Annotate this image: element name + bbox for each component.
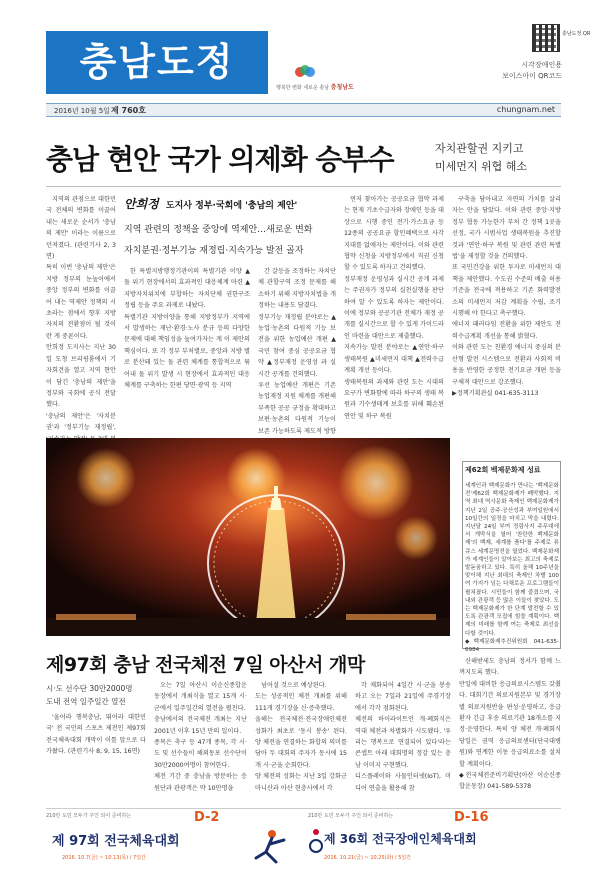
ad-dates: 2016. 10.7(금) ~ 10.13(목) / 7일간: [62, 855, 146, 861]
second-column-1-text: '울어라 행복충남, 뛰어라 대한민국' 전 국민의 스포츠 제전인 제97회 전국체육대회 개막이 이틀 앞으로 다가왔다. (관련기사 8, 9, 15, 16면): [46, 714, 146, 756]
lead-column-2-text: 한 특별지방행정기관이의 특별기관 이양 ▲돌 위기 현장에서의 효과적인 대응체계 마련 ▲지방자치위치에 부합하는 자치단체 권한구조 정립 등을 주요 과제로 내놨다. 특별기관 지방이양을 통해 지방정부가 지역에서 발생하는 재난·환경·노사 분규 등의 다양한 문제에 대해 책임성을 높여가자는 게 이 제안의 핵심이다. 또 각 정부 부처별로, 중앙과 지방 별로 분산돼 있는 돌 관련 체계를 통합적으로 묶어내 돌 위기 발생 시 현장에서 효과적인 대응 체계를 구축하는 한편 당면·광역 등 지역: [124, 268, 250, 390]
website-link[interactable]: chungnam.net: [496, 105, 555, 114]
province-name: 충청남도: [330, 84, 354, 91]
second-column-2-text: 오는 7일 아산시 이순신종합운동장에서 개최식을 열고 15개 시·군에서 일주일간의 열전을 펼친다. 충남에서의 전국체전 개최는 지난 2001년 이후 15년 만의 일이다. 종목은 축구 등 47개 종목, 각 시·도 및 선수들이 해외동포 선수단이 30만2000여명이 참여한다. 체전 기간 중 충남을 방문하는 응원단과 관광객은 약 10만명을: [154, 682, 247, 792]
lead-column-3-text: 간 갈등을 조정하는 자치단체 관할구역 조정 문제를 해소하기 위해 지방자치법을 개정하는 내용도 담겼다. 정부기능 재정립 분야로는 ▲농업·농촌의 다원적 기능 보전을 위한 농업예산 개편 ▲국민 참여 중심 공공요금 협약 ▲정부재정 운영성 과 실시간 공개를 건의했다. 우선 농업예산 개편은 기존 농업재정 지원 체계를 개편해 부족한 공공 규정을 확대하고 보편·농촌의 다원적 기능이 보존 가능하도록 제도적 방향: [258, 268, 336, 435]
province-logo-icon: [294, 64, 316, 80]
ad-dday: D-16: [454, 810, 489, 825]
lead-column-4: [344, 194, 444, 430]
wheelchair-athlete-icon: [310, 828, 322, 854]
ad-tagline: 210만 도민 모두가 주인 되어 준비하는: [46, 813, 132, 819]
second-column-5-text: 신해받세도 충남의 정서가 함께 느껴지도록 했다. 만일에 대비한 응급의료시스템도 갖췄다. 대회기간 의료지원본부 및 경기장별 의료지원반을 편성·운영하고, 응급 환자 긴급 후송 의료기관 18개소를 지정·운영한다. 특히 양 체전 개·폐회식 당일은 권역 응급의료센터(단국대병원)와 연계한 이동 응급의료소를 설치할 계획이다. ◆전국체전준비기획단(아산 이순신종합운동장) 041-589-5378: [459, 658, 561, 791]
dateline-bar: [46, 103, 561, 117]
lead-summary-2: 자치분권·정부기능 재정립·지속가능 발전 골자: [124, 246, 304, 256]
athlete-icon: [242, 828, 298, 868]
issue-number: 제 760호: [111, 106, 146, 115]
voice-qr-guide: 시각장애인용 보이스아이 QR코드: [502, 61, 562, 80]
lead-summary-1: 지역 관련의 정책을 중앙에 역제안…새로운 변화: [124, 225, 313, 235]
lead-column-5-text: 구축을 담아내고 자연의 가치를 살리자는 안을 담았다. 이와 관련 중앙·지방정부 협동 가능한가 부처 간 정책 1곳을 선정, 국가 시범사업 생태복원을 추진할 것과 '연안·하구 복원 및 관련 관련 특별법'을 제정할 것을 건의했다. 또 국민건강을 위한 투자로 미세먼지 대책을 제안했다. 수도권 수준의 배출 허용 기준을 전국에 적용하고 기존 화력발전소의 미세먼지 저감 계획을 수립, 조기 시행해 야 한다고 촉구했다. 에너지 패러다임 전환을 위한 제안도 전력수급계획 개선을 통해 밝혔다. 이와 관련 도는 친환경 에너지 중심의 분산형 발전 시스템으로 전환과 사회적 비용을 반영한 공정한 전기요금 개편 등을 구체적 대안으로 강조했다. ▶정책기획관실 041-635-3113: [452, 196, 561, 397]
lead-column-1-text: 지역의 관점으로 대한민국 전체의 변화를 이끌어내는 새로운 순서가 '충남의 제안' 이라는 이름으로 던져졌다. (관련기사 2, 3면) 특히 이번 '충남의 제안'은 지방 정부의 눈높이에서 중앙 정부의 변화를 이끌어 내는 역제안 정책의 시초라는 점에서 향후 지방자치의 전환점이 될 것이란 게 중론이다. 안희정 도지사는 지난 30일 도청 브리핑룸에서 기자회견을 열고 지역 현안이 담긴 '충남의 제안'을 정부와 국회에 공식 전달했다. '충남의 제안'은 '자치분권'과 '정부기능 재정립',: [46, 196, 116, 432]
lead-sub-headline: 자치관할권 지키고 미세먼지 위협 해소: [435, 142, 528, 173]
ad-title: 제 97회 전국체육대회: [52, 834, 180, 849]
province-tagline: [276, 82, 354, 91]
newspaper-title: 충남도정: [79, 40, 235, 84]
province-slogan: 행복한 변화 새로운 충남: [276, 85, 330, 91]
lead-column-1: [46, 194, 116, 430]
lead-column-2: [124, 266, 250, 430]
lead-column-5: [452, 194, 561, 456]
ad-tagline: 210만 도민 모두가 주인 되어 준비하는: [308, 813, 394, 819]
signature: 안희정: [124, 197, 159, 211]
second-headline: 제97회 충남 전국체전 7일 아산서 개막: [46, 654, 365, 676]
ad-dday: D-2: [194, 810, 220, 825]
second-column-3: [255, 680, 347, 804]
festival-fireworks-photo: [46, 438, 450, 636]
masthead-banner: [46, 31, 268, 94]
disabled-games-ad[interactable]: [308, 810, 561, 872]
second-deck: 시·도 선수단 30만2000명 도내 전역 일주일간 열전: [46, 684, 133, 706]
sidebar-text: 세계인과 백제문화가 만나는 '백제문화전'제62회 백제문화제가 폐막했다. 지역 최대 역사문화 축제인 백제문화제가 지난 2일 공주·공산성과 부여일원에서 10일간의 일정을 마치고 막을 내렸다. 지난달 24일 부여 정림사지 주무대에서 개막식을 열어 '찬란한 백제문화제'의 백제, 세계를 품다'를 주제로 류큐스 세계문명전을 열었다. 백제문화제가 세계인들이 알아보는 최고의 축제로 발돋움하고 있다. 특히 올해 10주년을 맞이해 지난 최대의 축제인 차별 100여 가지가 넘는 다채로운 프로그램들이 펼쳐졌다. 시민들이 함께 즐겼으며, 국내외 관광객 등 많은 이들이 찾았다. 도는 백제문화제가 한 단계 발전할 수 있도록 관광객 모집에 힘쓸 계획이다. 백제의 미래를 함께 여는 축제로 최선을 다할 것이다. ◆백제문화제추진위원회 041-635-6984: [465, 483, 559, 654]
lead-column-3: [258, 266, 336, 435]
second-column-1: [46, 712, 146, 804]
ad-dates: 2016. 10.21(금) ~ 10.25(화) / 5일간: [324, 855, 412, 861]
sidebar-title: 제62회 백제문화제 성료: [465, 466, 541, 474]
byline: [124, 195, 297, 212]
second-column-4-text: 각 채화되어 4일간 시·군을 봉송하고 오는 7일과 21일에 주경기장에서 각각 점화된다. 체전의 하이라이트인 개·폐회식은 역대 체전과 차별화가 시도됐다. '우리는 행복으로 연결되어 있다'라는 콘셉트 아래 대회명의 정감 있는 충남 이미지 구현했다. 디스플레이와 사물인터넷(IoT), 미디어 연출을 활용해 참: [355, 682, 451, 792]
ad-title: 제 36회 전국장애인체육대회: [324, 832, 477, 846]
lead-headline: 충남 현안 국가 의제화 승부수: [46, 143, 394, 176]
qr-code-pattern: [536, 28, 556, 48]
lead-column-4-text: 먼저 찾아가는 공공요금 협약 과제는 현재 기초수급자와 장애인 등을 대상으로 시행 중인 전기·가스요금 등 12종의 공공요금 할인혜택으로 사각지대를 없애자는 제안이다. 이와 관련 협약 신청을 지방정부에서 직권 신청할 수 있도록 하자고 건의했다. 정부재정 운영성과 실시간 공개 과제는 주권자가 정부의 실천실행을 판단하여 알 수 있도록 하자는 제안이다. 이에 정부와 공공기관 전체가 재정 공개를 실시간으로 할 수 있게 가이드라인 마련을 대안으로 제출했다. 지속가능 발전 분야로는 ▲연안·하구 생태복원 ▲미세먼지 대책 ▲전력수급계획 개선 등이다. 생태복원의 과제와 관련 도는 시대의 요구가 변화함에 따라 하구의 생태 복원과 기수생태계 보호를 위해 훼손된 연안 및 하구 복원: [344, 196, 444, 420]
second-column-4: [355, 680, 451, 804]
second-column-5: [459, 656, 561, 804]
qr-label: 충남도정 QR: [562, 31, 591, 37]
second-column-2: [154, 680, 247, 804]
byline-text: 도지사 정부·국회에 '충남의 제안': [165, 201, 298, 211]
second-column-3-text: 넘어설 것으로 예상된다. 도는 성공적인 체전 개최를 위해 111개 경기장을 신·증축했다. 올해는 전국체전·전국장애인체전 성화가 최초로 '동시 봉송' 된다. 양 체전을 연결하는 화합의 의미를 담아 두 대회의 주자가 동시에 15개 시·군을 순회한다. 양 체전의 성화는 지난 3일 강화군 마니산과 아산 현충사에서 각: [255, 682, 347, 792]
divider: [46, 186, 561, 187]
issue-date: 2016년 10월 5일: [54, 107, 110, 115]
national-games-ad[interactable]: [46, 810, 302, 872]
